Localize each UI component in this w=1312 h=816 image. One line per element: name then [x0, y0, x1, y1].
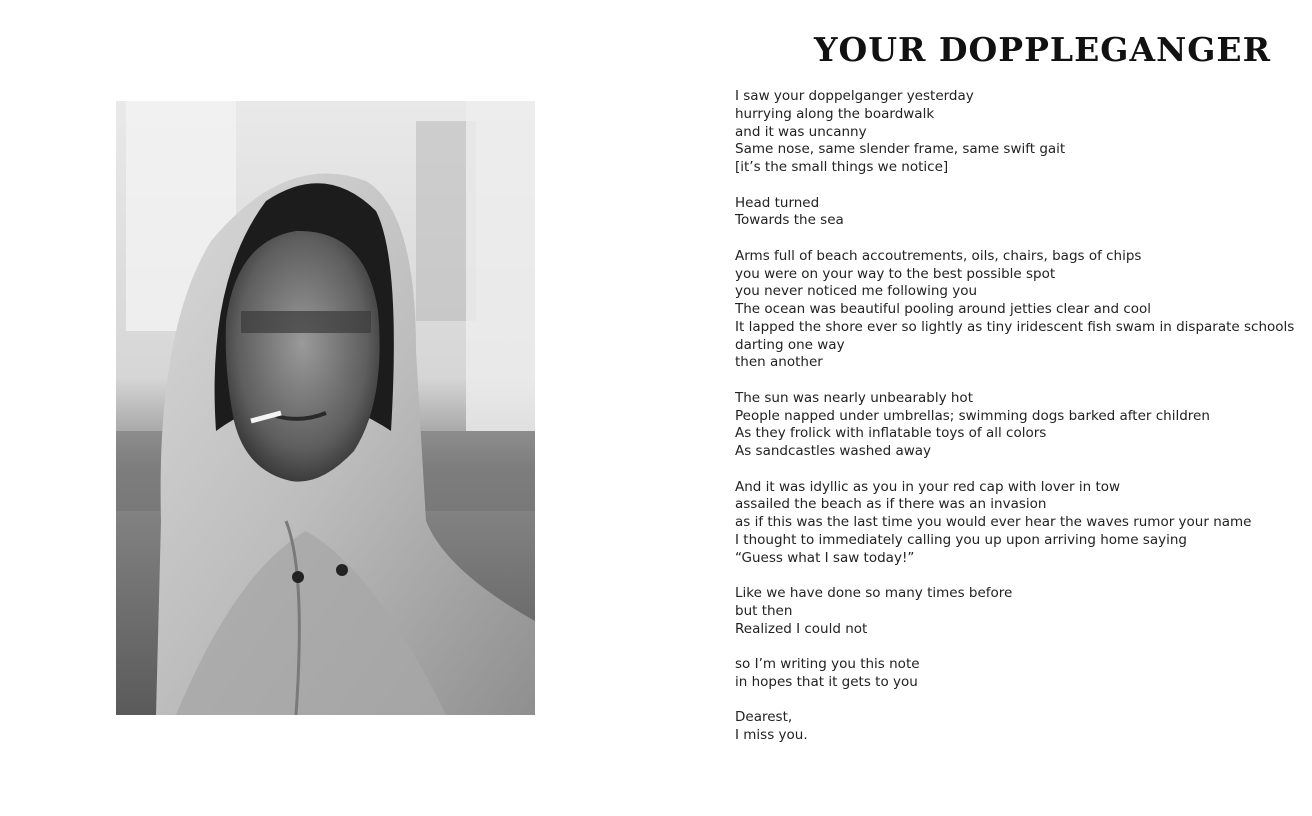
photo-portrait-icon: [116, 101, 535, 715]
poem-line: The sun was nearly unbearably hot: [735, 389, 973, 406]
poem-line: Same nose, same slender frame, same swift gait: [735, 141, 1066, 158]
poem-line: Arms full of beach accoutrements, oils, chairs, bags of chips: [735, 247, 1142, 264]
poem-line: but then: [735, 602, 793, 619]
poem-line: As they frolick with inflatable toys of all colors: [735, 425, 1047, 442]
poem-line: I thought to immediately calling you up upon arriving home saying: [735, 531, 1187, 548]
poem-stanza: [735, 88, 1275, 177]
poem-line: And it was idyllic as you in your red cap with lover in tow: [735, 478, 1121, 495]
poem-line: so I’m writing you this note: [735, 656, 920, 672]
poem-stanza: [735, 585, 1275, 638]
poem-line: then another: [735, 354, 823, 371]
poem-line: as if this was the last time you would ever hear the waves rumor your name: [735, 514, 1252, 530]
poem-line: you never noticed me following you: [735, 283, 978, 300]
poem-line: assailed the beach as if there was an invasion: [735, 496, 1047, 513]
poem-line: Head turned: [735, 194, 820, 211]
poem-line: [it’s the small things we notice]: [735, 159, 949, 175]
poem-line: Dearest,: [735, 709, 793, 726]
poem-line: People napped under umbrellas; swimming dogs barked after children: [735, 407, 1210, 424]
poem-line: “Guess what I saw today!”: [735, 549, 915, 566]
poem-stanza: [735, 390, 1275, 461]
poem-line: darting one way: [735, 336, 845, 353]
poem-line: I miss you.: [735, 727, 808, 743]
poem-line: and it was uncanny: [735, 123, 867, 140]
poem-stanza: [735, 656, 1275, 692]
poem-line: It lapped the shore ever so lightly as tiny iridescent fish swam in disparate schools: [735, 318, 1295, 335]
poem-text: [735, 88, 1295, 763]
poem-line: Realized I could not: [735, 620, 868, 637]
poem-line: Towards the sea: [735, 212, 844, 229]
poem-line: in hopes that it gets to you: [735, 673, 918, 690]
poem-stanza: [735, 479, 1275, 568]
page-title: YOUR DOPPLEGANGER: [813, 30, 1271, 69]
poem-stanza: [735, 709, 1275, 745]
poem-line: I saw your doppelganger yesterday: [735, 88, 974, 104]
poem-line: Like we have done so many times before: [735, 585, 1013, 601]
poem-line: hurrying along the boardwalk: [735, 105, 935, 122]
poem-line: you were on your way to the best possible spot: [735, 265, 1056, 282]
poem-stanza: [735, 195, 1275, 231]
poem-line: As sandcastles washed away: [735, 443, 932, 459]
poem-line: The ocean was beautiful pooling around jetties clear and cool: [735, 301, 1152, 317]
poem-stanza: [735, 247, 1295, 372]
portrait-photo: [116, 101, 535, 715]
